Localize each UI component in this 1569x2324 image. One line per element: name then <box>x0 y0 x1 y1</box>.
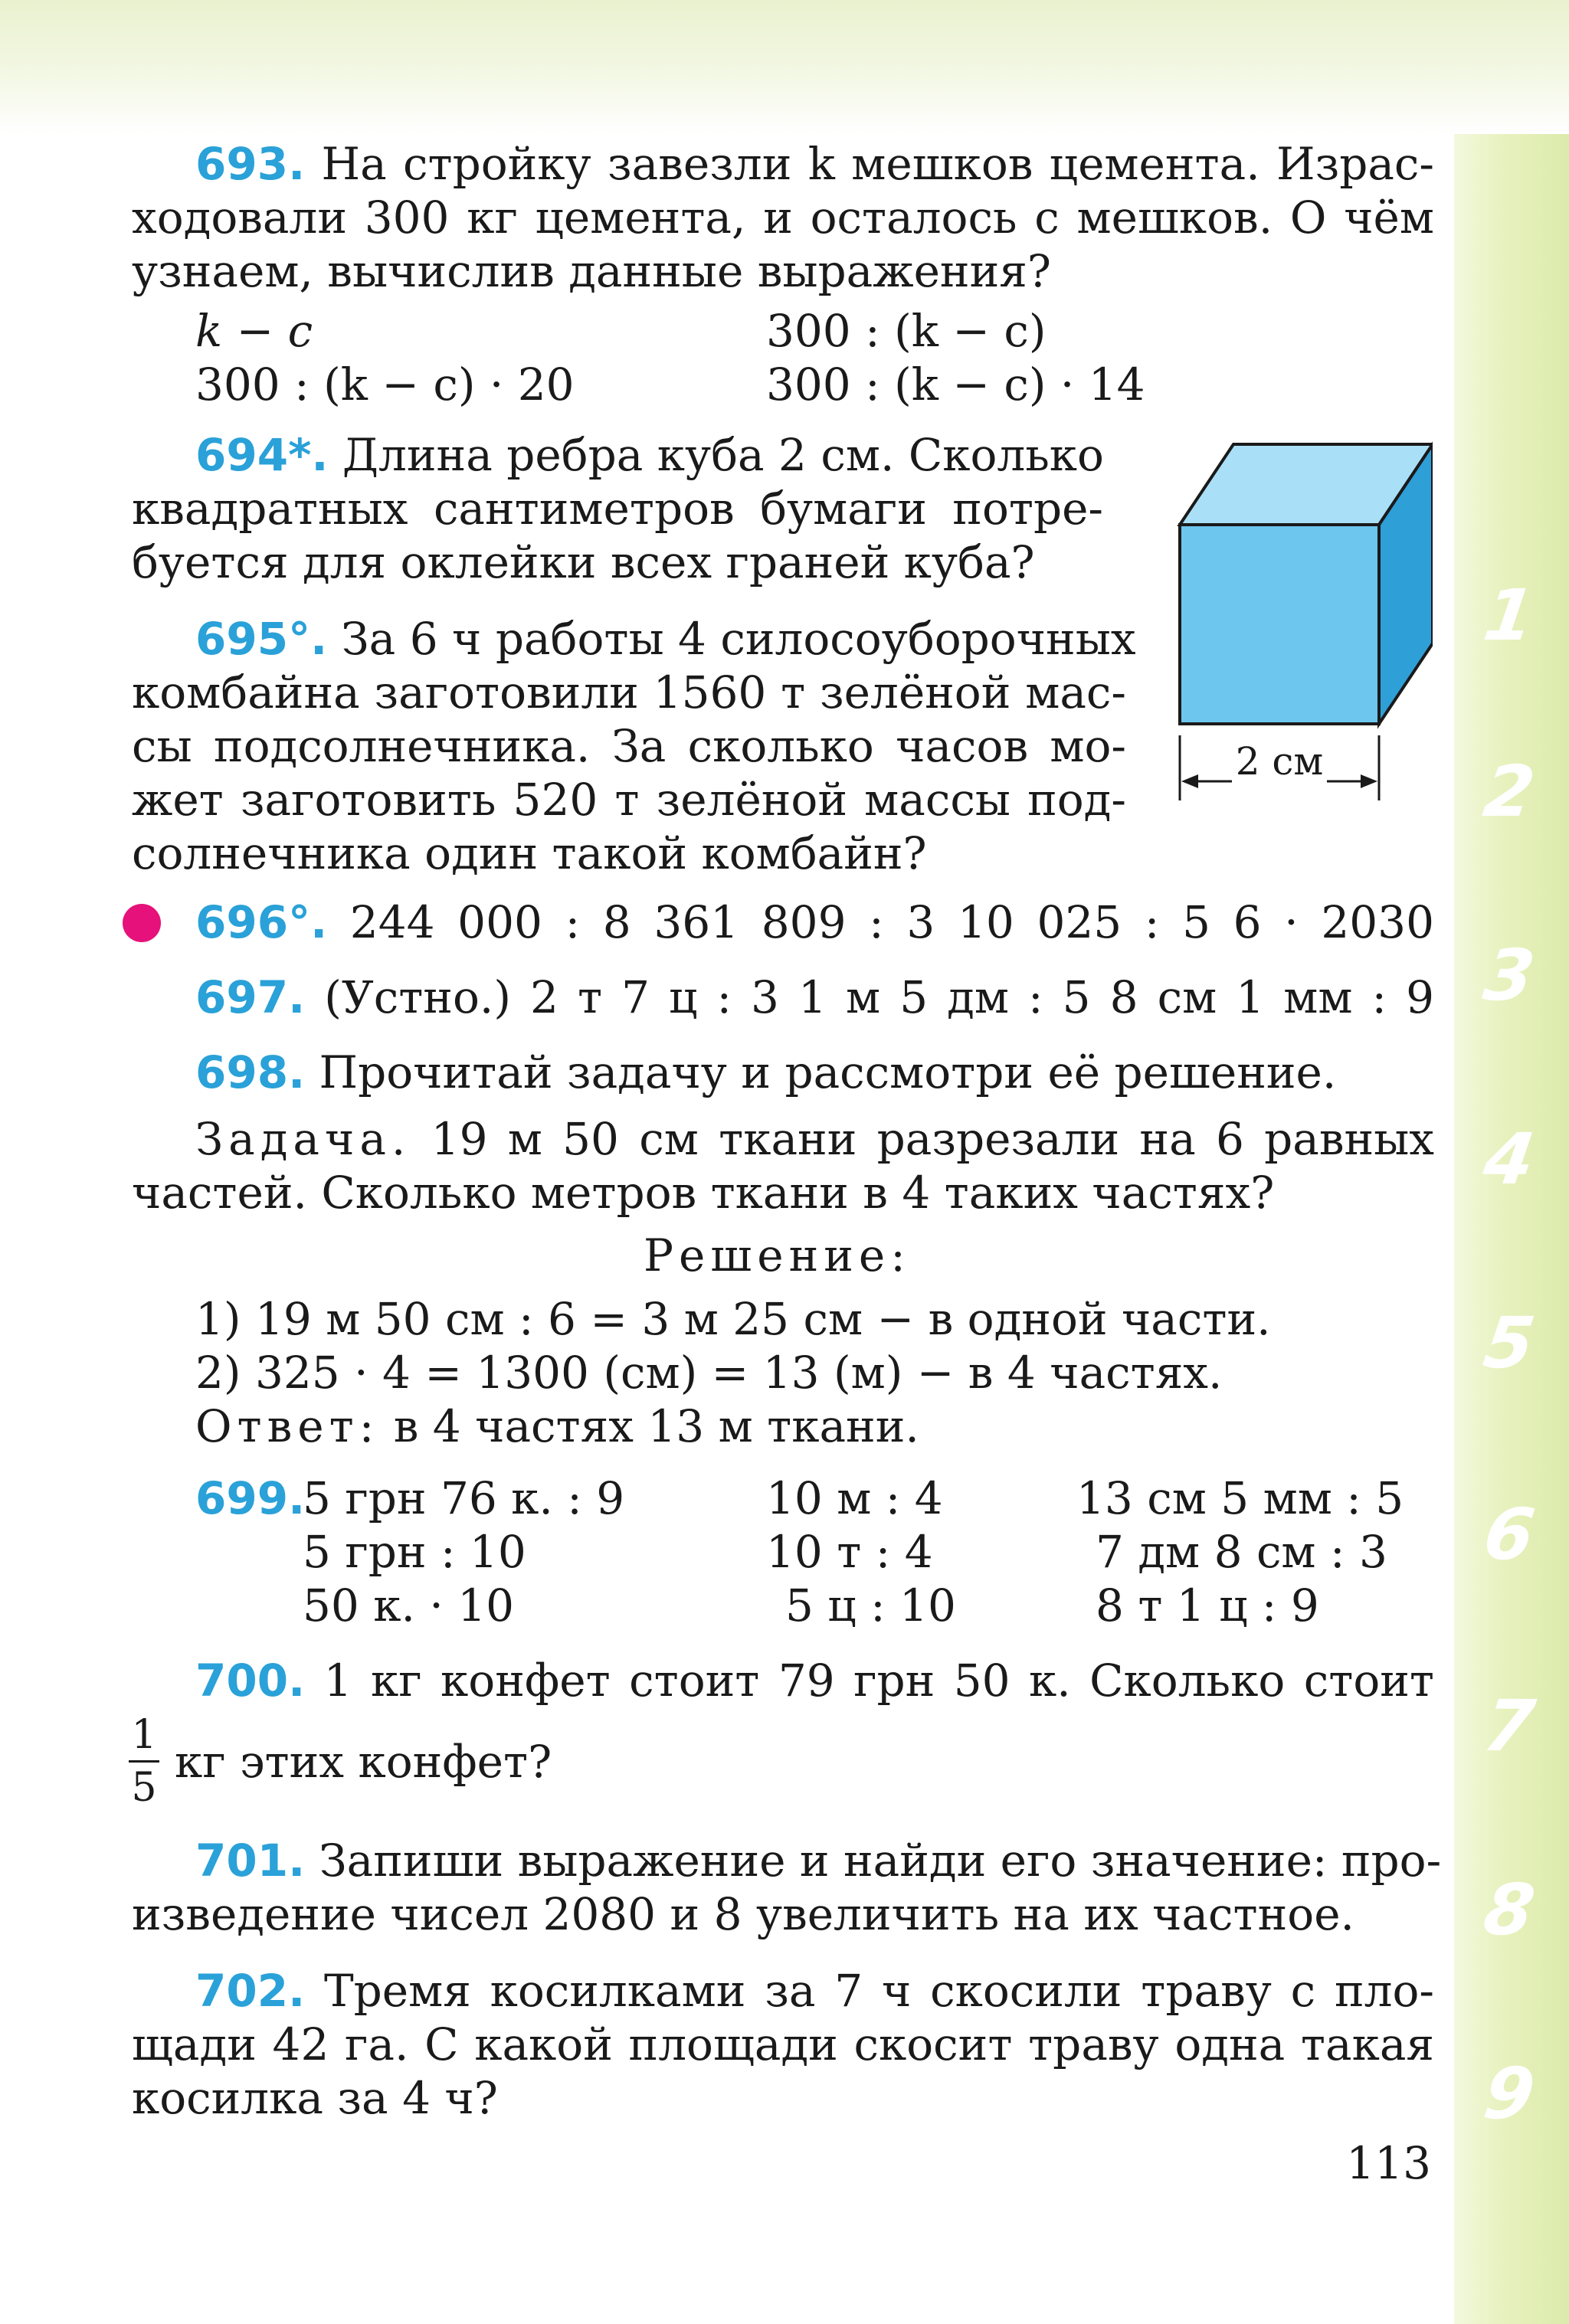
problem-number: 695°. <box>195 613 328 665</box>
problem-number: 700. <box>195 1655 306 1707</box>
fraction-denominator: 5 <box>131 1765 157 1811</box>
expression: 300 : (k − с) · 20 <box>195 358 575 411</box>
problem-695-line-5: солнечника один такой комбайн? <box>132 827 927 879</box>
problem-number: 702. <box>195 1965 306 2017</box>
expression: 50 к. · 10 <box>303 1579 515 1632</box>
solution-title: Решение: <box>644 1229 911 1281</box>
problem-701-line-2: изведение чисел 2080 и 8 увеличить на их частное. <box>132 1888 1354 1940</box>
chapter-tab-4: 4 <box>1479 1118 1540 1200</box>
chapter-tab-6: 6 <box>1479 1494 1540 1576</box>
problem-697-line: 697. (Устно.) 2 т 7 ц : 3 1 м 5 дм : 5 8 см 1 мм : 9 <box>195 971 1435 1023</box>
expression: 300 : (k − с) · 14 <box>766 358 1145 411</box>
problem-693-line-1: 693. На стройку завезли k мешков цемента. Израс- <box>195 138 1435 190</box>
page-number: 113 <box>1346 2137 1431 2189</box>
problem-number: 696°. <box>195 896 328 948</box>
problem-695-line-4: жет заготовить 520 т зелёной массы под- <box>132 774 1126 826</box>
problem-701-line-1: 701. Запиши выражение и найди его значение: про- <box>195 1835 1442 1887</box>
problem-695-line-1: 695°. За 6 ч работы 4 силосоуборочных <box>195 613 1136 665</box>
problem-698-task-line-2: частей. Сколько метров ткани в 4 таких частях? <box>132 1167 1275 1219</box>
problem-694-line-2: квадратных сантиметров бумаги потре- <box>132 483 1103 535</box>
chapter-tab-8: 8 <box>1479 1869 1540 1951</box>
problem-702-line-3: косилка за 4 ч? <box>132 2072 498 2124</box>
expression: 13 см 5 мм : 5 <box>1076 1472 1404 1524</box>
answer-line: Ответ: в 4 частях 13 м ткани. <box>195 1400 919 1452</box>
chapter-tab-5: 5 <box>1479 1302 1540 1384</box>
expression: 8 т 1 ц : 9 <box>1096 1579 1319 1632</box>
problem-695-line-2: комбайна заготовили 1560 т зелёной мас- <box>132 666 1126 718</box>
chapter-tab-9: 9 <box>1479 2053 1540 2135</box>
problem-694-line-3: буется для оклейки всех граней куба? <box>132 536 1035 588</box>
problem-number: 701. <box>195 1835 306 1887</box>
expression: 10 т : 4 <box>766 1526 933 1578</box>
expression: 5 ц : 10 <box>785 1579 956 1632</box>
fraction-bar <box>129 1760 159 1763</box>
cube-edge-label: 2 см <box>1235 739 1324 784</box>
expression: 300 : (k − c) <box>766 305 1047 357</box>
expression: 5 грн 76 к. : 9 <box>303 1472 625 1524</box>
problem-694-line-1: 694*. Длина ребра куба 2 см. Сколько <box>195 429 1104 481</box>
problem-number: 698. <box>195 1046 306 1098</box>
problem-number: 699. <box>195 1472 306 1524</box>
problem-700-line-1: 700. 1 кг конфет стоит 79 грн 50 к. Сколько стоит <box>195 1655 1435 1707</box>
expression: 10 м : 4 <box>766 1472 943 1524</box>
chapter-tab-1: 1 <box>1479 574 1540 656</box>
arrow-left-icon <box>1181 774 1198 788</box>
problem-number: 694*. <box>195 429 329 481</box>
problem-695-line-3: сы подсолнечника. За сколько часов мо- <box>132 720 1126 772</box>
problem-696-line: 696°. 244 000 : 8 361 809 : 3 10 025 : 5 6 · 2030 <box>195 896 1434 948</box>
chapter-tab-2: 2 <box>1479 751 1540 833</box>
fraction <box>129 1713 159 1810</box>
chapter-tab-3: 3 <box>1479 935 1540 1016</box>
problem-700-line-2: кг этих конфет? <box>175 1736 552 1788</box>
problem-number: 697. <box>195 971 306 1023</box>
problem-number: 693. <box>195 138 306 190</box>
cube-front-face <box>1180 525 1379 724</box>
problem-693-line-3: узнаем, вычислив данные выражения? <box>132 245 1051 297</box>
problem-693-line-2: ходовали 300 кг цемента, и осталось c мешков. О чём <box>132 191 1434 244</box>
expression: 7 дм 8 см : 3 <box>1096 1526 1387 1578</box>
solution-step-2: 2) 325 · 4 = 1300 (см) = 13 (м) − в 4 частях. <box>195 1347 1223 1399</box>
problem-698-line-1: 698. Прочитай задачу и рассмотри её решение. <box>195 1046 1337 1098</box>
bullet-marker <box>123 904 161 942</box>
problem-702-line-2: щади 42 га. С какой площади скосит траву одна такая <box>132 2018 1434 2070</box>
problem-698-task-line-1: Задача. 19 м 50 см ткани разрезали на 6 равных <box>195 1113 1435 1165</box>
expression: k − c <box>195 305 313 357</box>
fraction-numerator: 1 <box>131 1712 157 1758</box>
cube-figure <box>1172 440 1433 800</box>
arrow-right-icon <box>1361 774 1377 788</box>
expression: 5 грн : 10 <box>303 1526 526 1578</box>
chapter-tab-7: 7 <box>1479 1685 1540 1767</box>
problem-702-line-1: 702. Тремя косилками за 7 ч скосили траву с пло- <box>195 1965 1435 2017</box>
solution-step-1: 1) 19 м 50 см : 6 = 3 м 25 см − в одной части. <box>195 1293 1271 1345</box>
